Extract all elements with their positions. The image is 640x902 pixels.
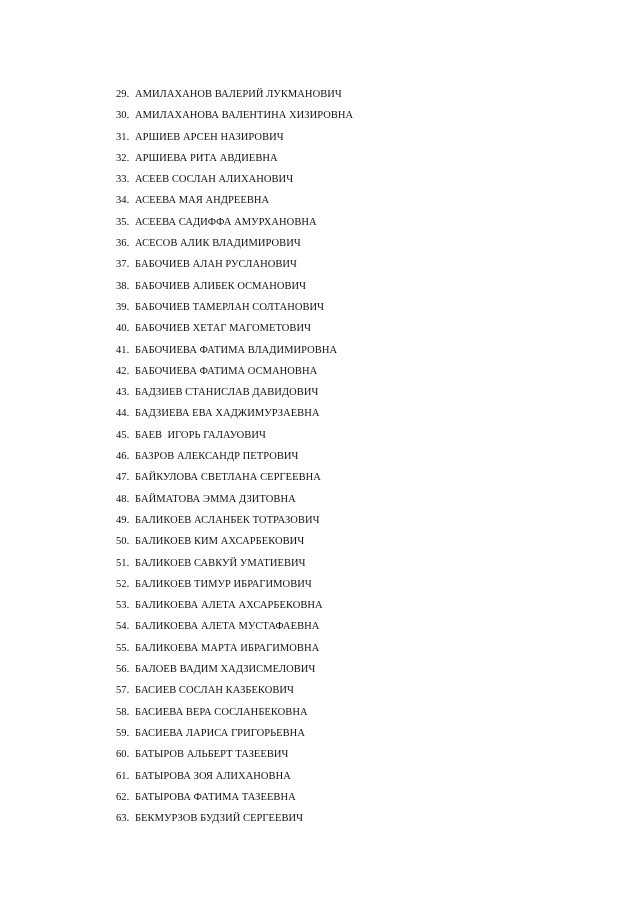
item-name: БАЛИКОЕВ ТИМУР ИБРАГИМОВИЧ: [135, 578, 312, 590]
item-name: БАЕВ ИГОРЬ ГАЛАУОВИЧ: [135, 429, 266, 441]
item-number: 57.: [116, 685, 130, 697]
item-name: БАДЗИЕВА ЕВА ХАДЖИМУРЗАЕВНА: [135, 408, 320, 420]
item-number: 36.: [116, 238, 130, 250]
list-item: [116, 531, 353, 552]
item-number: 29.: [116, 89, 130, 100]
item-name: БАСИЕВА ЛАРИСА ГРИГОРЬЕВНА: [135, 727, 305, 739]
item-number: 48.: [116, 493, 130, 505]
item-number: 43.: [116, 387, 130, 399]
item-name: БАЛИКОЕВ КИМ АХСАРБЕКОВИЧ: [135, 536, 305, 548]
item-number: 33.: [116, 174, 130, 186]
list-item: [116, 382, 353, 403]
item-name: АМИЛАХАНОВ ВАЛЕРИЙ ЛУКМАНОВИЧ: [135, 89, 342, 100]
item-number: 38.: [116, 280, 130, 292]
item-number: 61.: [116, 770, 130, 782]
list-item: [116, 680, 353, 701]
item-name: АСЕЕВА МАЯ АНДРЕЕВНА: [135, 195, 270, 207]
item-name: АРШИЕВ АРСЕН НАЗИРОВИЧ: [135, 131, 284, 143]
item-number: 45.: [116, 429, 130, 441]
item-name: БАБОЧИЕВ АЛИБЕК ОСМАНОВИЧ: [135, 280, 307, 292]
list-item: [116, 148, 353, 169]
item-number: 52.: [116, 578, 130, 590]
item-number: 37.: [116, 259, 130, 271]
list-item: [116, 616, 353, 637]
item-name: БАЛИКОЕВ САВКУЙ УМАТИЕВИЧ: [135, 557, 306, 569]
item-name: БАБОЧИЕВА ФАТИМА ОСМАНОВНА: [135, 365, 318, 377]
list-item: [116, 340, 353, 361]
list-item: [116, 212, 353, 233]
item-name: БАДЗИЕВ СТАНИСЛАВ ДАВИДОВИЧ: [135, 387, 319, 399]
item-name: БАЛИКОЕВА АЛЕТА МУСТАФАЕВНА: [135, 621, 320, 633]
item-number: 39.: [116, 301, 130, 313]
list-item: [116, 297, 353, 318]
item-number: 35.: [116, 216, 130, 228]
item-name: БАТЫРОВА ЗОЯ АЛИХАНОВНА: [135, 770, 291, 782]
list-item: [116, 702, 353, 723]
item-name: АМИЛАХАНОВА ВАЛЕНТИНА ХИЗИРОВНА: [135, 110, 354, 122]
item-number: 31.: [116, 131, 130, 143]
item-name: АСЕЕВ СОСЛАН АЛИХАНОВИЧ: [135, 174, 294, 186]
list-item: [116, 254, 353, 275]
item-name: БАБОЧИЕВА ФАТИМА ВЛАДИМИРОВНА: [135, 344, 338, 356]
item-name: БАЛИКОЕВ АСЛАНБЕК ТОТРАЗОВИЧ: [135, 514, 320, 526]
list-item: [116, 553, 353, 574]
item-name: БАЛОЕВ ВАДИМ ХАДЗИСМЕЛОВИЧ: [135, 664, 316, 676]
item-name: АРШИЕВА РИТА АВДИЕВНА: [135, 152, 278, 164]
item-number: 62.: [116, 791, 130, 803]
item-number: 41.: [116, 344, 130, 356]
list-item: [116, 318, 353, 339]
item-name: БАСИЕВ СОСЛАН КАЗБЕКОВИЧ: [135, 685, 294, 697]
item-number: 32.: [116, 152, 130, 164]
item-name: БАБОЧИЕВ ТАМЕРЛАН СОЛТАНОВИЧ: [135, 301, 325, 313]
item-name: БАЛИКОЕВА МАРТА ИБРАГИМОВНА: [135, 642, 320, 654]
item-name: БАЙКУЛОВА СВЕТЛАНА СЕРГЕЕВНА: [135, 472, 321, 484]
item-number: 46.: [116, 451, 130, 463]
item-number: 55.: [116, 642, 130, 654]
item-number: 30.: [116, 110, 130, 122]
item-name: БАЛИКОЕВА АЛЕТА АХСАРБЕКОВНА: [135, 600, 323, 612]
item-number: 40.: [116, 323, 130, 335]
list-item: [116, 361, 353, 382]
item-name: БАЙМАТОВА ЭММА ДЗИТОВНА: [135, 493, 296, 505]
item-number: 58.: [116, 706, 130, 718]
item-name: БАЗРОВ АЛЕКСАНДР ПЕТРОВИЧ: [135, 451, 299, 463]
list-item: [116, 723, 353, 744]
item-number: 50.: [116, 536, 130, 548]
list-item: [116, 574, 353, 595]
list-item: [116, 467, 353, 488]
list-item: [116, 425, 353, 446]
list-item: [116, 489, 353, 510]
list-item: [116, 190, 353, 211]
list-item: [116, 276, 353, 297]
list-item: [116, 638, 353, 659]
item-name: БАБОЧИЕВ АЛАН РУСЛАНОВИЧ: [135, 259, 297, 271]
item-number: 59.: [116, 727, 130, 739]
list-item: [116, 233, 353, 254]
item-name: БЕКМУРЗОВ БУДЗИЙ СЕРГЕЕВИЧ: [135, 813, 304, 825]
item-number: 56.: [116, 664, 130, 676]
list-item: [116, 510, 353, 531]
list-item: [116, 808, 353, 829]
list-item: [116, 787, 353, 808]
item-number: 51.: [116, 557, 130, 569]
item-number: 53.: [116, 600, 130, 612]
item-number: 47.: [116, 472, 130, 484]
name-list: [116, 84, 353, 829]
list-item: [116, 446, 353, 467]
item-number: 44.: [116, 408, 130, 420]
item-name: БАТЫРОВА ФАТИМА ТАЗЕЕВНА: [135, 791, 296, 803]
item-name: БАБОЧИЕВ ХЕТАГ МАГОМЕТОВИЧ: [135, 323, 311, 335]
list-item: [116, 744, 353, 765]
list-item: [116, 659, 353, 680]
item-number: 34.: [116, 195, 130, 207]
list-item: [116, 105, 353, 126]
list-item: [116, 84, 353, 105]
list-item: [116, 595, 353, 616]
item-number: 63.: [116, 813, 130, 825]
item-number: 54.: [116, 621, 130, 633]
list-item: [116, 766, 353, 787]
item-name: БАСИЕВА ВЕРА СОСЛАНБЕКОВНА: [135, 706, 308, 718]
item-number: 42.: [116, 365, 130, 377]
list-item: [116, 403, 353, 424]
list-item: [116, 169, 353, 190]
item-number: 49.: [116, 514, 130, 526]
item-name: БАТЫРОВ АЛЬБЕРТ ТАЗЕЕВИЧ: [135, 749, 289, 761]
item-number: 60.: [116, 749, 130, 761]
item-name: АСЕЕВА САДИФФА АМУРХАНОВНА: [135, 216, 317, 228]
list-item: [116, 127, 353, 148]
item-name: АСЕСОВ АЛИК ВЛАДИМИРОВИЧ: [135, 238, 301, 250]
